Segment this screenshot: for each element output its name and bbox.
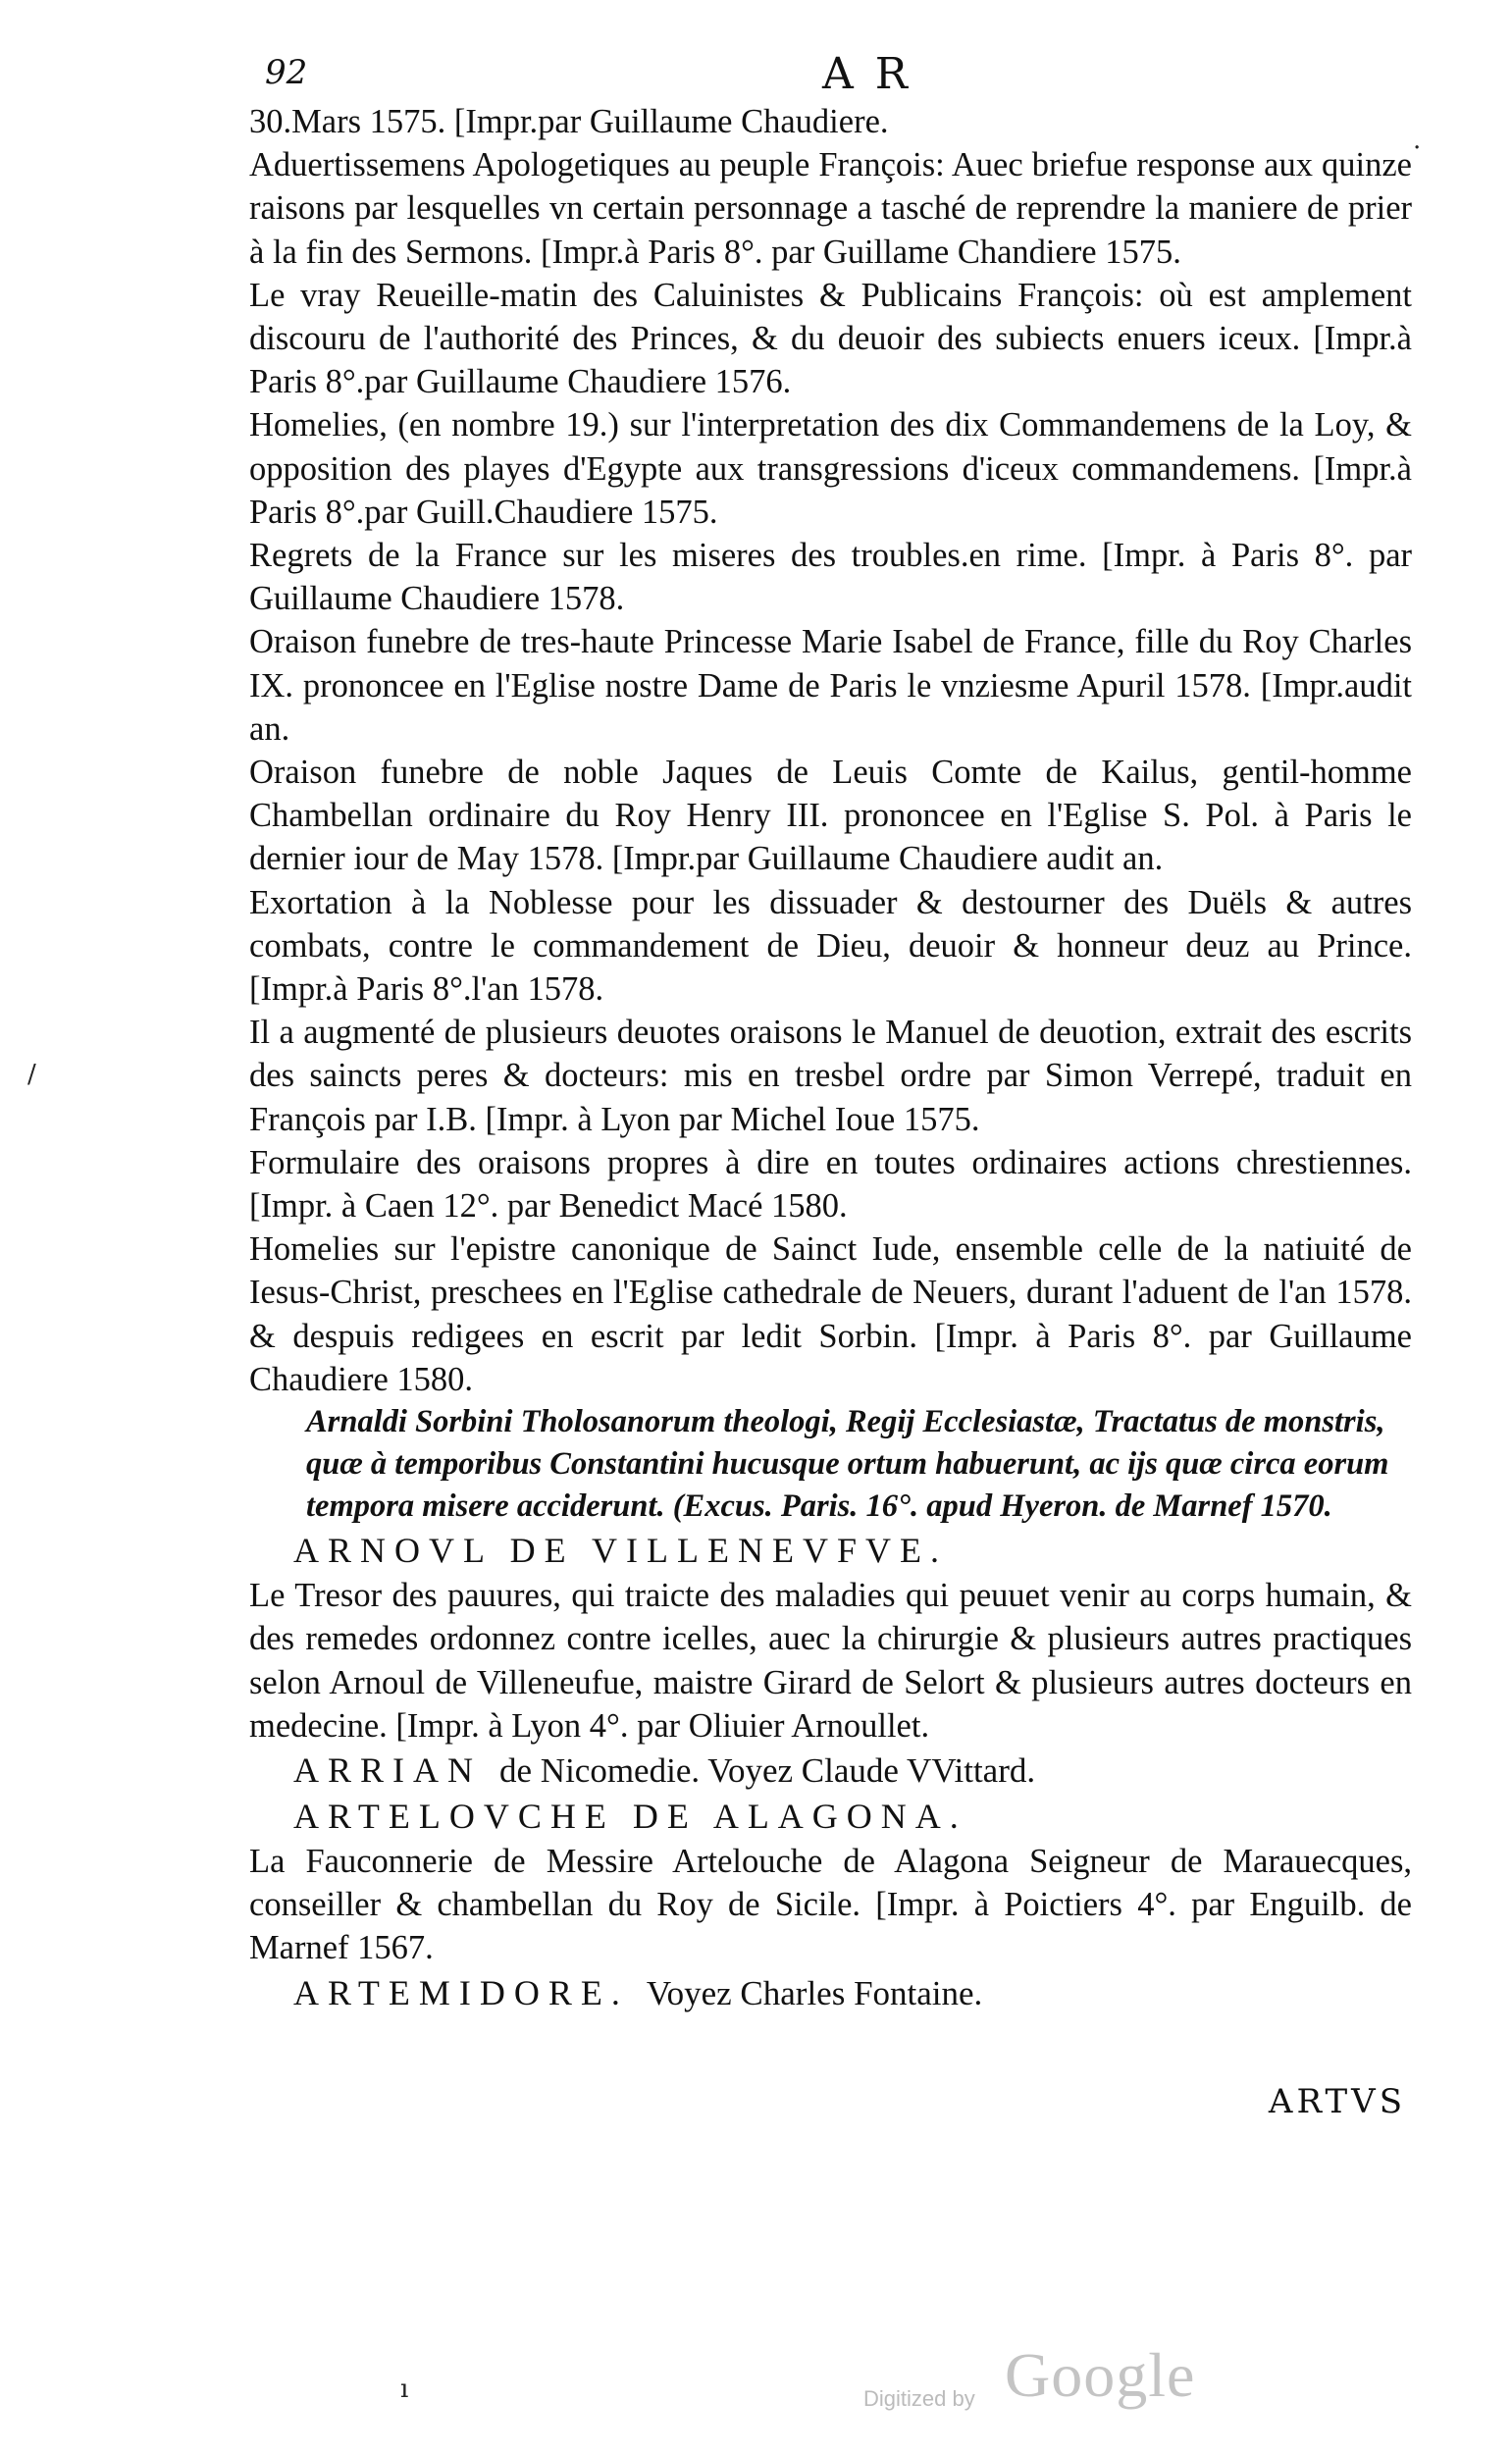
catchword: ARTVS — [1268, 2082, 1406, 2121]
entry: Regrets de la France sur les miseres des troubles.en rime. [Impr. à Paris 8°. par Guillaume Chaudiere 1578. — [249, 537, 1412, 618]
entry: Le vray Reueille-matin des Caluinistes & Publicains François: où est amplement discouru de l'authorité des Princes, & du deuoir des subiects enuers iceux. [Impr.à Paris 8°.par Guillaume Chaudiere 1576. — [249, 276, 1412, 401]
stray-mark: ı — [400, 2375, 409, 2404]
page-body — [249, 100, 1412, 2016]
entry: Homelies, (en nombre 19.) sur l'interpretation des dix Commandemens de la Loy, & opposition des playes d'Egypte aux transgressions d'iceux commandemens. [Impr.à Paris 8°.par Guill.Chaudiere 1575. — [249, 406, 1412, 531]
entry: Formulaire des oraisons propres à dire en toutes ordinaires actions chrestiennes. [Impr. à Caen 12°. par Benedict Macé 1580. — [249, 1143, 1412, 1226]
cross-reference-artemidore: Voyez Charles Fontaine. — [646, 1973, 983, 2012]
running-title: AR — [822, 49, 929, 99]
entry: Il a augmenté de plusieurs deuotes oraisons le Manuel de deuotion, extrait des escrits des saincts peres & docteurs: mis en tresbel ordre par Simon Verrepé, traduit en François par I.B. [Impr. à Lyon par Michel Ioue 1575. — [249, 1014, 1412, 1138]
stray-mark: / — [27, 1060, 36, 1089]
page-number: 92 — [265, 53, 308, 92]
author-heading-arrian — [293, 1748, 1412, 1794]
running-head — [0, 49, 1512, 98]
author-name-artemidore: ARTEMIDORE. — [293, 1972, 629, 2012]
entry-artelouche: La Fauconnerie de Messire Artelouche de Alagona Seigneur de Marauecques, conseiller & chambellan du Roy de Sicile. [Impr. à Poictiers 4°. par Enguilb. de Marnef 1567. — [249, 1842, 1412, 1967]
digitized-watermark — [863, 2335, 1197, 2424]
entry: Aduertissemens Apologetiques au peuple François: Auec briefue response aux quinze raisons par lesquelles vn certain personnage a tasché de reprendre la maniere de prier à la fin des Sermons. [Impr.à Paris 8°. par Guillame Chandiere 1575. — [249, 146, 1412, 271]
watermark-prefix: Digitized by — [863, 2386, 975, 2411]
author-heading-artemidore — [293, 1970, 1412, 2016]
entry: Exortation à la Noblesse pour les dissuader & destourner des Duëls & autres combats, contre le commandement de Dieu, deuoir & honneur deuz au Prince. [Impr.à Paris 8°.l'an 1578. — [249, 883, 1412, 1009]
author-heading-arnoul: ARNOVL DE VILLENEVFVE. — [293, 1531, 948, 1571]
entry: Homelies sur l'epistre canonique de Sainct Iude, ensemble celle de la natiuité de Iesus-Christ, preschees en l'Eglise cathedrale de Neuers, durant l'aduent de l'an 1578. & despuis redigees en escrit par ledit Sorbin. [Impr. à Paris 8°. par Guillaume Chaudiere 1580. — [249, 1230, 1412, 1398]
entry: Oraison funebre de noble Jaques de Leuis Comte de Kailus, gentil-homme Chambellan ordinaire du Roy Henry III. prononcee en l'Eglise S. Pol. à Paris le dernier iour de May 1578. [Impr.par Guillaume Chaudiere audit an. — [249, 754, 1412, 878]
cross-reference-arrian: de Nicomedie. Voyez Claude VVittard. — [499, 1750, 1036, 1790]
entry: Oraison funebre de tres-haute Princesse Marie Isabel de France, fille du Roy Charles IX. prononcee en l'Eglise nostre Dame de Paris le vnziesme Apuril 1578. [Impr.audit an. — [249, 623, 1412, 748]
entry: 30.Mars 1575. [Impr.par Guillaume Chaudiere. — [249, 103, 889, 140]
stray-mark: . — [1413, 126, 1422, 155]
entry-arnoul: Le Tresor des pauures, qui traicte des maladies qui peuuet venir au corps humain, & des remedes ordonnez contre icelles, auec la chirurgie & plusieurs autres practiques selon Arnoul de Villeneufue, maistre Girard de Selort & plusieurs autres docteurs en medecine. [Impr. à Lyon 4°. par Oliuier Arnoullet. — [249, 1577, 1412, 1745]
author-heading-artelouche: ARTELOVCHE DE ALAGONA. — [293, 1796, 967, 1836]
author-name-arrian: ARRIAN — [293, 1749, 483, 1790]
google-logo: Google — [1005, 2340, 1196, 2410]
latin-entry: Arnaldi Sorbini Tholosanorum theologi, Regij Ecclesiastæ, Tractatus de monstris, quæ à temporibus Constantini hucusque ortum habuerunt, ac ijs quæ circa eorum tempora misere acciderunt. (Excus. Paris. 16°. apud Hyeron. de Marnef 1570. — [306, 1404, 1389, 1525]
